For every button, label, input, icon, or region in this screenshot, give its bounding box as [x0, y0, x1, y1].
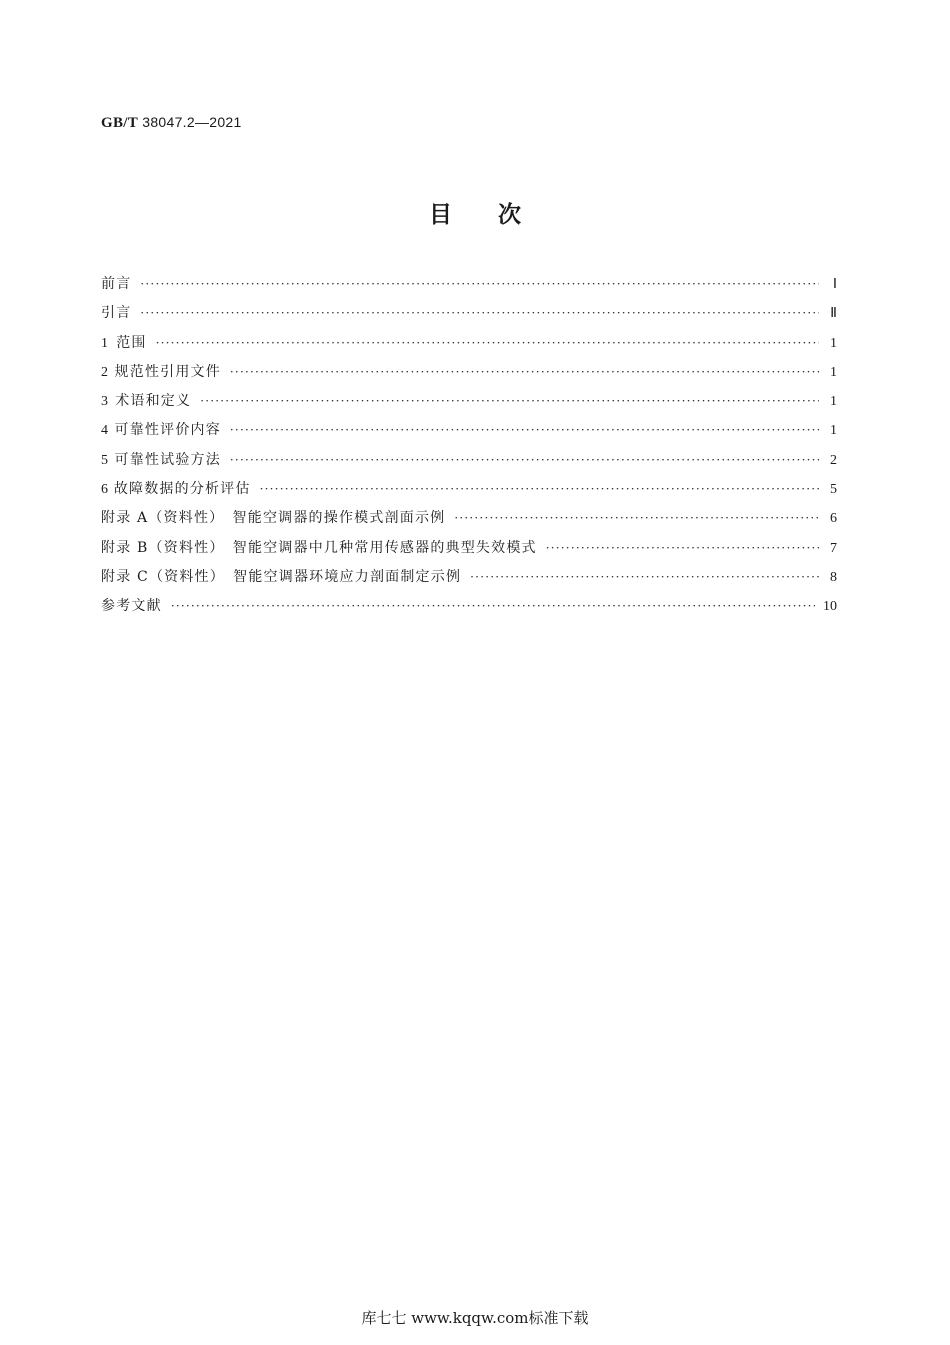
toc-leader-dots: [230, 446, 819, 475]
toc-entry-scope[interactable]: [101, 329, 837, 358]
toc-entry-terms-definitions[interactable]: [101, 387, 837, 416]
toc-page-number: 7: [830, 540, 837, 556]
toc-label: 参考文献: [101, 598, 162, 615]
toc-entry-failure-data-analysis[interactable]: [101, 475, 837, 504]
toc-entry-reliability-evaluation[interactable]: [101, 416, 837, 445]
toc-page-number: 5: [830, 482, 837, 498]
toc-page-number: 1: [830, 423, 837, 439]
toc-label: 范围: [116, 334, 147, 351]
toc-label: 引言: [101, 305, 132, 322]
toc-leader-dots: [140, 299, 819, 328]
toc-page-number: 1: [830, 364, 837, 380]
toc-section-number: 6: [101, 482, 108, 498]
toc-entry-foreword[interactable]: [101, 270, 837, 299]
toc-label: 可靠性评价内容: [114, 422, 221, 439]
footer-watermark: 库七七 www.kqqw.com标准下载: [361, 1309, 589, 1327]
toc-label: 附录 C（资料性） 智能空调器环境应力剖面制定示例: [101, 568, 462, 585]
toc-section-number: 4: [101, 423, 108, 439]
toc-section-number: 5: [101, 452, 108, 468]
toc-page-number: 1: [830, 394, 837, 410]
toc-section-number: 1: [101, 335, 108, 351]
toc-leader-dots: [454, 504, 819, 533]
toc-leader-dots: [140, 270, 819, 299]
toc-page-number: 1: [830, 335, 837, 351]
toc-label: 前言: [101, 276, 132, 292]
toc-list: [101, 270, 837, 622]
toc-entry-normative-references[interactable]: [101, 358, 837, 387]
page-title: 目次: [429, 202, 567, 228]
toc-page-number: 8: [830, 569, 837, 585]
toc-leader-dots: [470, 563, 819, 592]
toc-section-number: 2: [101, 364, 108, 380]
toc-entry-introduction[interactable]: [101, 299, 837, 328]
toc-label: 附录 B（资料性） 智能空调器中几种常用传感器的典型失效模式: [101, 539, 537, 556]
toc-page-number: Ⅰ: [832, 277, 837, 292]
toc-label: 术语和定义: [115, 393, 192, 410]
toc-entry-reliability-test-methods[interactable]: [101, 446, 837, 475]
toc-page-number: 6: [830, 511, 837, 527]
toc-leader-dots: [546, 534, 819, 563]
toc-leader-dots: [200, 387, 819, 416]
toc-entry-annex-b[interactable]: [101, 534, 837, 563]
standard-code: [101, 114, 242, 132]
toc-page-number: 10: [823, 599, 837, 615]
toc-leader-dots: [230, 416, 819, 445]
toc-page-number: 2: [830, 452, 837, 468]
toc-label: 规范性引用文件: [114, 363, 221, 380]
standard-number: 38047.2—2021: [142, 114, 242, 130]
toc-leader-dots: [260, 475, 819, 504]
toc-label: 故障数据的分析评估: [113, 481, 251, 498]
toc-label: 附录 A（资料性） 智能空调器的操作模式剖面示例: [101, 510, 446, 527]
standard-prefix: GB/T: [101, 115, 139, 131]
toc-label: 可靠性试验方法: [114, 451, 221, 468]
toc-entry-annex-c[interactable]: [101, 563, 837, 592]
toc-leader-dots: [230, 358, 819, 387]
toc-entry-annex-a[interactable]: [101, 504, 837, 533]
toc-page-number: Ⅱ: [830, 306, 837, 322]
toc-leader-dots: [171, 592, 815, 621]
toc-section-number: 3: [101, 394, 108, 410]
toc-leader-dots: [156, 329, 819, 358]
toc-entry-bibliography[interactable]: [101, 592, 837, 621]
